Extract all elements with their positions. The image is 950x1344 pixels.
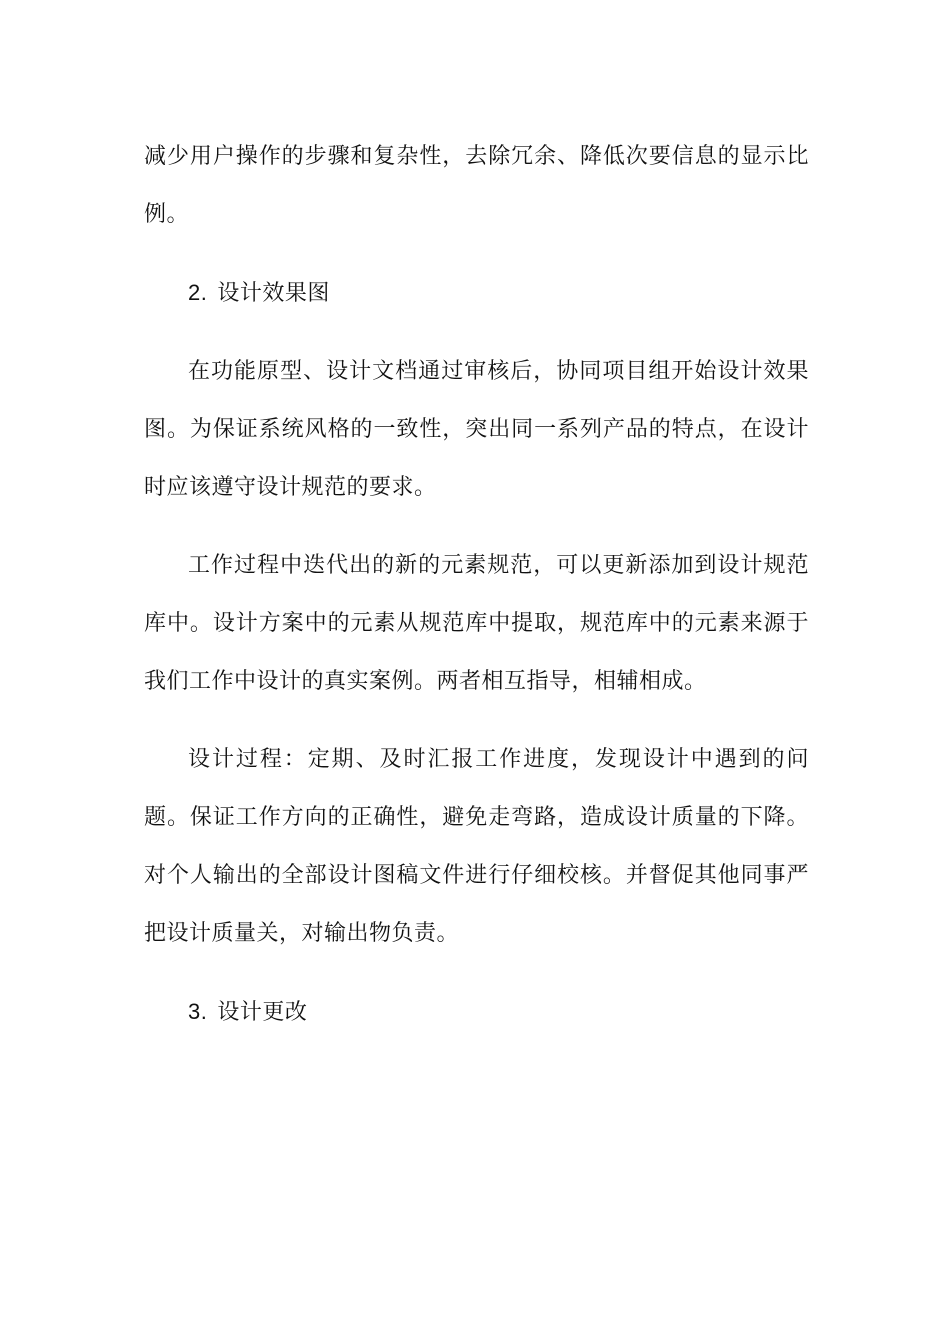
paragraph-text: 在功能原型、设计文档通过审核后，协同项目组开始设计效果图。为保证系统风格的一致性，突出同一系列产品的特点，在设计时应该遵守设计规范的要求。 <box>144 359 809 500</box>
section-heading-3 <box>144 983 809 1042</box>
section-heading-2 <box>144 264 809 323</box>
document-body <box>144 128 809 1062</box>
paragraph <box>144 731 809 963</box>
heading-number: 3. <box>188 999 208 1024</box>
paragraph-text: 工作过程中迭代出的新的元素规范，可以更新添加到设计规范库中。设计方案中的元素从规范库中提取，规范库中的元素来源于我们工作中设计的真实案例。两者相互指导，相辅相成。 <box>144 553 809 694</box>
paragraph-continued <box>144 128 809 244</box>
heading-title: 设计更改 <box>217 1000 308 1025</box>
paragraph-text: 减少用户操作的步骤和复杂性，去除冗余、降低次要信息的显示比例。 <box>144 144 809 227</box>
heading-title: 设计效果图 <box>217 281 330 306</box>
heading-number: 2. <box>188 280 208 305</box>
paragraph-text: 设计过程：定期、及时汇报工作进度，发现设计中遇到的问题。保证工作方向的正确性，避免走弯路，造成设计质量的下降。对个人输出的全部设计图稿文件进行仔细校核。并督促其他同事严把设计质量关，对输出物负责。 <box>144 747 809 946</box>
paragraph <box>144 537 809 711</box>
paragraph <box>144 343 809 517</box>
